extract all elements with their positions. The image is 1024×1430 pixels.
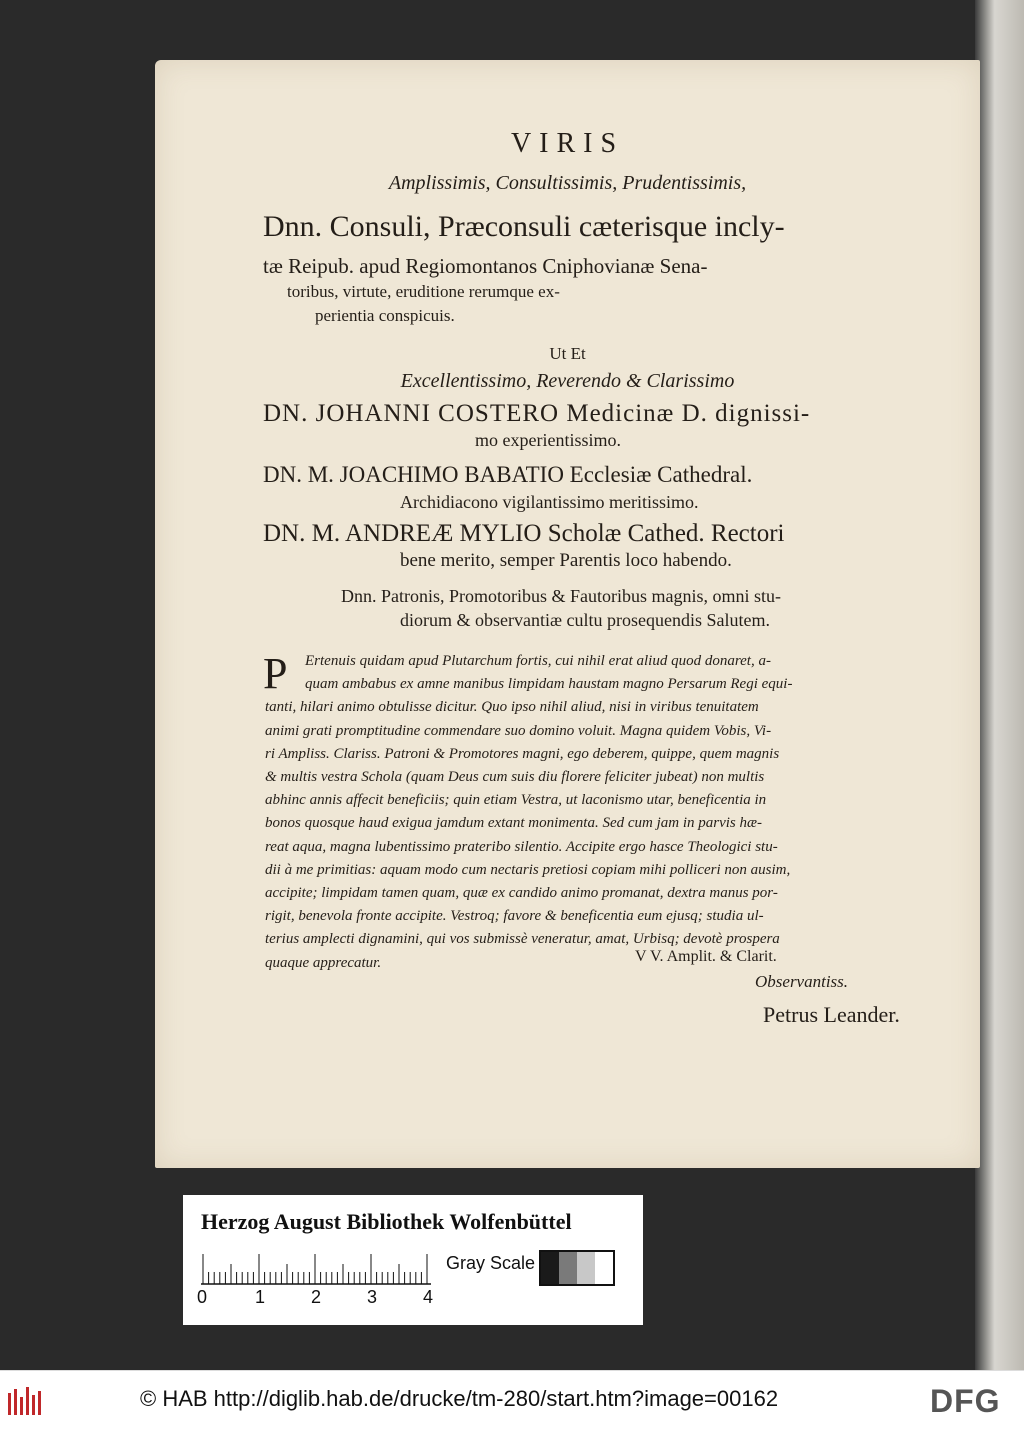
body-line: bonos quosque haud exigua jamdum extant monimenta. Sed cum jam in parvis hæ- <box>265 815 763 832</box>
body-line: quam ambabus ex amne manibus limpidam haustam magno Persarum Regi equi- <box>305 676 793 693</box>
gray-swatch <box>577 1252 595 1284</box>
body-line: & multis vestra Schola (quam Deus cum suis diu florere feliciter jubeat) non multis <box>265 769 765 786</box>
gray-swatch <box>595 1252 613 1284</box>
copyright-link[interactable]: © HAB http://diglib.hab.de/drucke/tm-280/start.htm?image=00162 <box>140 1386 779 1411</box>
ruler-number: 1 <box>255 1287 266 1307</box>
gray-swatch <box>541 1252 559 1284</box>
dedication-line: diorum & observantiæ cultu prosequendis Salutem. <box>400 610 770 630</box>
dedication-line: toribus, virtute, eruditione rerumque ex- <box>287 282 560 301</box>
ruler-number: 4 <box>423 1287 434 1307</box>
dedication-line: DN. M. ANDREÆ MYLIO Scholæ Cathed. Rectori <box>263 520 785 547</box>
dedication-line: perientia conspicuis. <box>315 306 455 325</box>
gray-scale-label: Gray Scale <box>446 1253 536 1273</box>
library-color-card <box>183 1195 643 1325</box>
drop-capital: P <box>263 649 288 698</box>
dedication-line: DN. JOHANNI COSTERO Medicinæ D. dignissi- <box>263 400 811 427</box>
logo-bar <box>32 1395 35 1415</box>
signature: Petrus Leander. <box>763 1002 900 1027</box>
hab-logo-icon <box>6 1387 44 1415</box>
dedication-line: mo experientissimo. <box>475 430 621 450</box>
logo-bar <box>20 1397 23 1415</box>
ruler-number: 3 <box>367 1287 378 1307</box>
dedication-line: bene merito, semper Parentis loco habendo. <box>400 550 732 571</box>
dedication-line: DN. M. JOACHIMO BABATIO Ecclesiæ Cathedral. <box>263 462 753 487</box>
body-line: rigit, benevola fronte accipite. Vestroq; favore & beneficentia eum ejusq; studia ul- <box>265 908 764 925</box>
dedication-line: tæ Reipub. apud Regiomontanos Cniphovianæ Sena- <box>263 254 708 278</box>
body-line: Ertenuis quidam apud Plutarchum fortis, cui nihil erat aliud quod donaret, a- <box>305 653 771 669</box>
body-line: ri Ampliss. Clariss. Patroni & Promotores magni, ego deberem, quippe, quem magnis <box>265 745 780 762</box>
dedication-line: Dnn. Consuli, Præconsuli cæterisque incly- <box>263 210 785 243</box>
logo-bar <box>38 1391 41 1415</box>
body-line: abhinc annis affecit beneficiis; quin etiam Vestra, ut laconismo utar, beneficentia in <box>265 792 767 809</box>
footer-bar <box>0 1370 1024 1430</box>
gray-swatch <box>559 1252 577 1284</box>
ruler-number: 2 <box>311 1287 322 1307</box>
body-line: dii à me primitias: aquam modo cum nectaris pretiosi copiam mihi polliceri non ausim, <box>265 861 791 878</box>
ruler-scale <box>201 1249 451 1285</box>
document-page <box>155 60 980 1168</box>
body-line: animi grati promptitudine commendare suo domino voluit. Magna quidem Vobis, Vi- <box>265 722 772 739</box>
dedication-line: Archidiacono vigilantissimo meritissimo. <box>400 492 699 512</box>
body-line: terius amplecti dignamini, qui vos submissè veneratur, amat, Urbisq; devotè prospera <box>265 931 780 948</box>
ruler-number: 0 <box>197 1287 208 1307</box>
dedication-line: Excellentissimo, Reverendo & Clarissimo <box>400 370 735 392</box>
scan-right-edge <box>975 0 1024 1370</box>
library-name: Herzog August Bibliothek Wolfenbüttel <box>201 1209 572 1234</box>
logo-bar <box>26 1387 29 1415</box>
dedication-line: Dnn. Patronis, Promotoribus & Fautoribus magnis, omni stu- <box>341 586 782 606</box>
page-heading: VIRIS <box>510 128 625 159</box>
body-line: tanti, hilari animo obtulisse dicitur. Quo ipso nihil aliud, nisi in viribus tenuitatem <box>265 699 759 716</box>
letter-body <box>265 650 937 975</box>
logo-bar <box>14 1389 17 1415</box>
closing-line: V V. Amplit. & Clarit. <box>635 948 777 965</box>
logo-bar <box>8 1393 11 1415</box>
dedication-line: Amplissimis, Consultissimis, Prudentissimis, <box>388 172 747 194</box>
body-line: accipite; limpidam tamen quam, quæ ex candido animo promanat, dextra manus por- <box>265 885 778 902</box>
body-line: quaque apprecatur. <box>265 954 382 971</box>
gray-scale-swatches <box>539 1250 615 1286</box>
observantis-line: Observantiss. <box>755 972 849 991</box>
dedication-line: Ut Et <box>549 344 586 363</box>
dfg-logo: DFG <box>930 1383 1001 1419</box>
body-line: reat aqua, magna lubentissimo prateribo silentio. Accipite ergo hasce Theologici stu- <box>265 838 778 855</box>
